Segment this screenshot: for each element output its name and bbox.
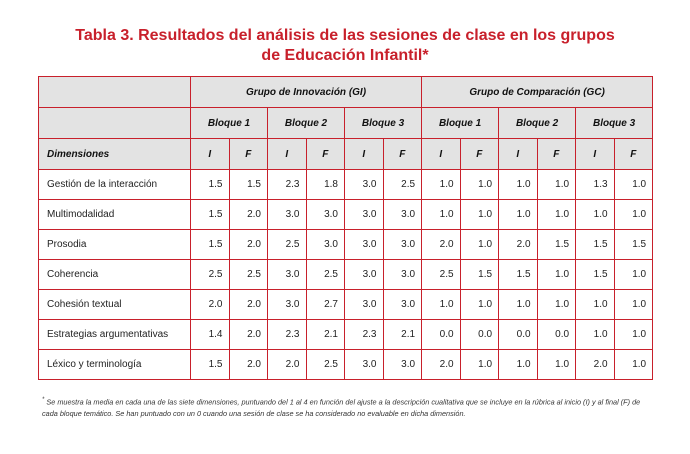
- table-row: [39, 320, 653, 350]
- table-row: [39, 260, 653, 290]
- block-header: Bloque 3: [345, 108, 422, 139]
- table-title-line-1: Tabla 3. Resultados del análisis de las sesiones de clase en los grupos: [75, 27, 615, 44]
- score-cell: 3.0: [268, 200, 307, 230]
- score-cell: 2.5: [268, 230, 307, 260]
- score-cell: 1.0: [499, 350, 538, 380]
- score-cell: 2.0: [191, 290, 230, 320]
- score-cell: 3.0: [345, 350, 384, 380]
- score-cell: 3.0: [345, 200, 384, 230]
- score-cell: 1.0: [576, 200, 615, 230]
- score-cell: 1.5: [460, 260, 499, 290]
- dimension-label: Gestión de la interacción: [39, 170, 191, 200]
- score-cell: 1.0: [537, 170, 576, 200]
- score-cell: 1.0: [614, 260, 653, 290]
- score-cell: 1.5: [576, 260, 615, 290]
- score-cell: 1.0: [460, 200, 499, 230]
- score-cell: 1.0: [537, 200, 576, 230]
- table-row: [39, 170, 653, 200]
- subcolumn-header: F: [614, 139, 653, 170]
- score-cell: 3.0: [306, 200, 345, 230]
- score-cell: 2.7: [306, 290, 345, 320]
- score-cell: 2.0: [229, 230, 268, 260]
- table-row: [39, 230, 653, 260]
- score-cell: 2.5: [383, 170, 422, 200]
- score-cell: 0.0: [499, 320, 538, 350]
- score-cell: 1.0: [460, 350, 499, 380]
- score-cell: 0.0: [460, 320, 499, 350]
- subcolumn-header: I: [576, 139, 615, 170]
- score-cell: 1.0: [460, 290, 499, 320]
- score-cell: 2.3: [268, 320, 307, 350]
- score-cell: 1.0: [460, 230, 499, 260]
- score-cell: 1.0: [614, 320, 653, 350]
- score-cell: 1.0: [537, 260, 576, 290]
- block-header-row: [39, 108, 653, 139]
- score-cell: 2.0: [268, 350, 307, 380]
- subcolumn-header: F: [383, 139, 422, 170]
- score-cell: 1.0: [499, 170, 538, 200]
- score-cell: 1.0: [537, 350, 576, 380]
- group-header-row: [39, 77, 653, 108]
- dimension-label: Estrategias argumentativas: [39, 320, 191, 350]
- score-cell: 1.0: [499, 200, 538, 230]
- score-cell: 2.0: [229, 320, 268, 350]
- results-table: [38, 76, 653, 380]
- score-cell: 1.0: [614, 350, 653, 380]
- score-cell: 2.1: [306, 320, 345, 350]
- score-cell: 2.0: [229, 350, 268, 380]
- score-cell: 1.0: [537, 290, 576, 320]
- score-cell: 1.5: [191, 170, 230, 200]
- score-cell: 1.0: [576, 290, 615, 320]
- score-cell: 3.0: [345, 170, 384, 200]
- score-cell: 1.0: [614, 200, 653, 230]
- score-cell: 1.5: [191, 200, 230, 230]
- subcolumn-header: I: [268, 139, 307, 170]
- score-cell: 1.0: [422, 200, 461, 230]
- score-cell: 1.0: [499, 290, 538, 320]
- table-title: [0, 26, 690, 66]
- subcolumn-header: F: [229, 139, 268, 170]
- subcolumn-header: I: [499, 139, 538, 170]
- score-cell: 1.3: [576, 170, 615, 200]
- score-cell: 3.0: [268, 290, 307, 320]
- score-cell: 1.0: [576, 320, 615, 350]
- subcolumn-header: I: [345, 139, 384, 170]
- score-cell: 1.0: [614, 290, 653, 320]
- table-body: [39, 170, 653, 380]
- score-cell: 2.5: [306, 350, 345, 380]
- dimensions-header: Dimensiones: [39, 139, 191, 170]
- score-cell: 3.0: [383, 260, 422, 290]
- score-cell: 3.0: [345, 230, 384, 260]
- score-cell: 2.1: [383, 320, 422, 350]
- dimension-label: Coherencia: [39, 260, 191, 290]
- table-row: [39, 350, 653, 380]
- score-cell: 2.0: [422, 350, 461, 380]
- score-cell: 1.0: [422, 170, 461, 200]
- score-cell: 3.0: [383, 350, 422, 380]
- footnote: [42, 394, 642, 420]
- score-cell: 0.0: [537, 320, 576, 350]
- table-row: [39, 200, 653, 230]
- table-row: [39, 290, 653, 320]
- dimension-label: Multimodalidad: [39, 200, 191, 230]
- subcolumn-header: F: [460, 139, 499, 170]
- score-cell: 1.0: [460, 170, 499, 200]
- block-header: Bloque 2: [268, 108, 345, 139]
- header-corner-cell: [39, 108, 191, 139]
- block-header: Bloque 2: [499, 108, 576, 139]
- score-cell: 2.0: [422, 230, 461, 260]
- dimension-label: Cohesión textual: [39, 290, 191, 320]
- block-header: Bloque 1: [422, 108, 499, 139]
- score-cell: 2.5: [422, 260, 461, 290]
- score-cell: 2.5: [306, 260, 345, 290]
- score-cell: 1.5: [537, 230, 576, 260]
- subheader-row: [39, 139, 653, 170]
- block-header: Bloque 3: [576, 108, 653, 139]
- score-cell: 1.5: [229, 170, 268, 200]
- score-cell: 1.5: [614, 230, 653, 260]
- score-cell: 2.0: [499, 230, 538, 260]
- score-cell: 1.5: [576, 230, 615, 260]
- score-cell: 3.0: [268, 260, 307, 290]
- score-cell: 1.4: [191, 320, 230, 350]
- subcolumn-header: F: [537, 139, 576, 170]
- score-cell: 3.0: [345, 290, 384, 320]
- dimension-label: Prosodia: [39, 230, 191, 260]
- footnote-marker: *: [42, 397, 45, 403]
- score-cell: 2.3: [268, 170, 307, 200]
- score-cell: 3.0: [383, 200, 422, 230]
- subcolumn-header: I: [422, 139, 461, 170]
- score-cell: 1.0: [422, 290, 461, 320]
- score-cell: 2.0: [229, 200, 268, 230]
- score-cell: 2.0: [576, 350, 615, 380]
- score-cell: 1.5: [191, 350, 230, 380]
- score-cell: 2.0: [229, 290, 268, 320]
- score-cell: 3.0: [383, 290, 422, 320]
- score-cell: 3.0: [306, 230, 345, 260]
- score-cell: 2.5: [229, 260, 268, 290]
- score-cell: 1.5: [499, 260, 538, 290]
- score-cell: 1.8: [306, 170, 345, 200]
- score-cell: 3.0: [345, 260, 384, 290]
- subcolumn-header: I: [191, 139, 230, 170]
- score-cell: 0.0: [422, 320, 461, 350]
- dimension-label: Léxico y terminología: [39, 350, 191, 380]
- score-cell: 1.5: [191, 230, 230, 260]
- footnote-text: Se muestra la media en cada una de las siete dimensiones, puntuando del 1 al 4 en función del ajuste a la descripción cualitativa que se incluye en la rúbrica al inicio (I) y al final (F) de cada bloque temático. Se han puntuado con un 0 cuando una sesión de clase se ha considerado no evaluable en dicha dimensión.: [42, 397, 641, 419]
- score-cell: 2.3: [345, 320, 384, 350]
- score-cell: 1.0: [614, 170, 653, 200]
- group-header-comparacion: Grupo de Comparación (GC): [422, 77, 653, 108]
- block-header: Bloque 1: [191, 108, 268, 139]
- subcolumn-header: F: [306, 139, 345, 170]
- group-header-innovacion: Grupo de Innovación (GI): [191, 77, 422, 108]
- score-cell: 2.5: [191, 260, 230, 290]
- header-corner-cell: [39, 77, 191, 108]
- score-cell: 3.0: [383, 230, 422, 260]
- table-title-line-2: de Educación Infantil*: [261, 47, 429, 64]
